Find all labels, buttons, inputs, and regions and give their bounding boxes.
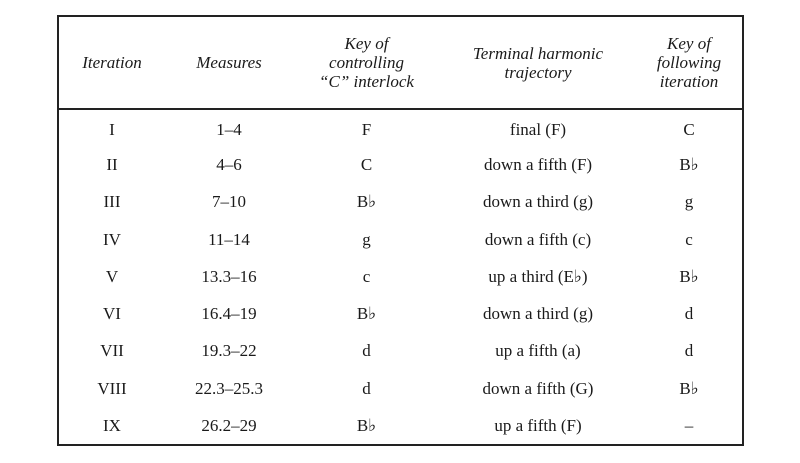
table-frame — [57, 15, 744, 446]
cell-measures: 22.3–25.3 — [195, 378, 263, 398]
cell-trajectory: down a third (g) — [482, 192, 593, 212]
cell-measures: 7–10 — [212, 192, 246, 212]
cell-trajectory: up a fifth (F) — [494, 416, 582, 436]
cell-key-controlling: B♭ — [356, 192, 377, 212]
cell-measures: 19.3–22 — [201, 341, 257, 361]
cell-iteration: I — [109, 120, 115, 140]
cell-iteration: IX — [103, 416, 121, 436]
cell-iteration: VII — [100, 341, 124, 361]
cell-trajectory: down a fifth (F) — [483, 154, 593, 174]
cell-iteration: IV — [103, 229, 121, 249]
cell-iteration: V — [105, 266, 119, 286]
table-row — [59, 407, 742, 444]
cell-key-following: B♭ — [679, 378, 699, 398]
cell-key-controlling: c — [362, 266, 371, 286]
cell-iteration: II — [106, 154, 118, 174]
table-row — [59, 333, 742, 370]
cell-iteration: VI — [103, 304, 121, 324]
cell-key-controlling: d — [362, 378, 371, 398]
cell-key-following: d — [684, 341, 694, 361]
cell-measures: 26.2–29 — [201, 416, 257, 436]
table-row — [59, 184, 742, 221]
header-key-controlling-line-3: “C” interlock — [319, 72, 414, 91]
table-row — [59, 146, 742, 183]
cell-iteration: III — [103, 192, 121, 212]
header-measures-line-1: Measures — [196, 53, 262, 72]
cell-trajectory: down a fifth (c) — [484, 229, 592, 249]
table-header — [59, 17, 742, 109]
cell-key-controlling: g — [362, 229, 371, 249]
cell-key-following: d — [684, 304, 694, 324]
table-row — [59, 109, 742, 146]
cell-key-controlling: d — [362, 341, 371, 361]
cell-key-following: B♭ — [679, 154, 699, 174]
iteration-table — [59, 17, 742, 445]
header-iteration — [59, 17, 165, 109]
cell-key-controlling: B♭ — [356, 416, 377, 436]
header-key-following-line-1: Key of — [667, 34, 711, 53]
cell-key-controlling: F — [361, 120, 372, 140]
cell-trajectory: up a fifth (a) — [495, 341, 581, 361]
header-key-following-line-3: iteration — [659, 72, 719, 91]
header-key-following — [636, 17, 742, 109]
header-row — [59, 17, 742, 109]
cell-measures: 4–6 — [216, 154, 242, 174]
cell-trajectory: down a third (g) — [482, 304, 593, 324]
cell-key-following: g — [684, 192, 694, 212]
header-measures — [165, 17, 293, 109]
cell-trajectory: final (F) — [509, 120, 567, 140]
table-body — [59, 109, 742, 445]
cell-measures: 1–4 — [216, 120, 242, 140]
header-key-controlling — [293, 17, 440, 109]
table-row — [59, 370, 742, 407]
header-key-controlling-line-2: controlling — [329, 53, 404, 72]
cell-key-following: B♭ — [679, 266, 699, 286]
cell-measures: 16.4–19 — [201, 304, 257, 324]
cell-key-controlling: C — [360, 154, 373, 174]
header-terminal-trajectory-line-1: Terminal harmonic — [472, 43, 604, 63]
cell-key-following: – — [684, 416, 694, 436]
table-row — [59, 295, 742, 332]
cell-iteration: VIII — [97, 378, 127, 398]
cell-measures: 13.3–16 — [201, 266, 257, 286]
header-terminal-trajectory — [440, 17, 636, 109]
header-iteration-line-1: Iteration — [82, 53, 142, 72]
cell-trajectory: up a third (E♭) — [488, 266, 588, 286]
table-row — [59, 221, 742, 258]
header-key-following-line-2: following — [656, 53, 722, 72]
cell-key-controlling: B♭ — [356, 304, 377, 324]
cell-trajectory: down a fifth (G) — [482, 378, 594, 398]
header-key-controlling-line-1: Key of — [344, 34, 389, 53]
cell-key-following: C — [683, 120, 695, 140]
table-row — [59, 258, 742, 295]
cell-measures: 11–14 — [208, 229, 250, 249]
header-terminal-trajectory-line-2: trajectory — [504, 62, 572, 82]
cell-key-following: c — [685, 229, 693, 249]
